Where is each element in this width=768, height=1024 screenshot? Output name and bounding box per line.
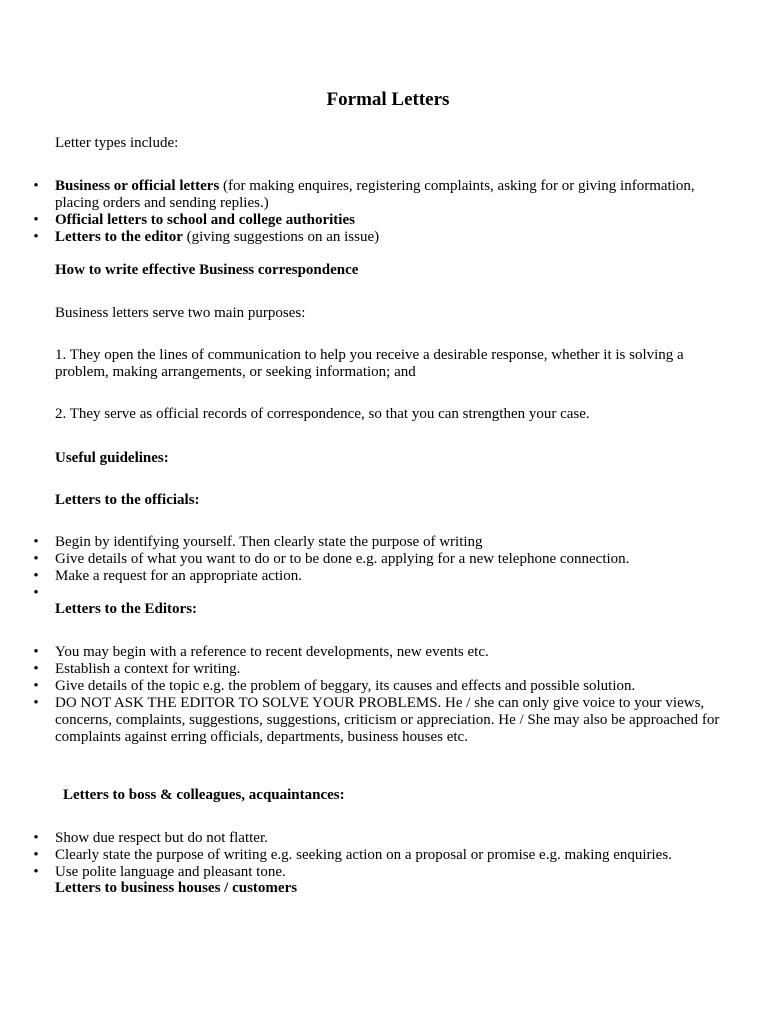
bullet-icon — [31, 678, 41, 695]
page-title: Formal Letters — [326, 89, 450, 110]
list-item — [55, 178, 735, 212]
bullet-icon — [31, 644, 41, 661]
bullet-icon — [31, 585, 41, 602]
section-heading-boss: Letters to boss & colleagues, acquaintances: — [63, 787, 345, 803]
list-item-text: Give details of the topic e.g. the problem of beggary, its causes and effects and possible solution. — [55, 678, 636, 694]
section-heading-customers: Letters to business houses / customers — [55, 880, 298, 896]
list-item-text: You may begin with a reference to recent developments, new events etc. — [55, 644, 489, 660]
list-item-text: (for making enquires, registering complaints, asking for or giving information, placing orders and sending replies.) — [55, 178, 695, 211]
list-item — [55, 568, 735, 585]
list-item-bold: Business or official letters — [55, 178, 220, 194]
officials-list — [55, 534, 735, 602]
list-item — [55, 534, 735, 551]
list-item — [55, 644, 735, 661]
list-item-text: Clearly state the purpose of writing e.g. seeking action on a proposal or promise e.g. making enquiries. — [55, 847, 672, 863]
list-item-bold: Official letters to school and college authorities — [55, 212, 355, 228]
list-item-text: Establish a context for writing. — [55, 661, 241, 677]
bullet-icon — [31, 864, 41, 881]
list-item — [55, 678, 735, 695]
bullet-icon — [31, 830, 41, 847]
list-item-bold: Letters to the editor — [55, 229, 183, 245]
list-item-text: DO NOT ASK THE EDITOR TO SOLVE YOUR PROBLEMS. He / she can only give voice to your views, concerns, complaints, suggestions, suggestions, criticism or appreciation. He / She may also be approached for complaints against erring officials, departments, business houses etc. — [55, 695, 720, 745]
list-item — [55, 864, 735, 881]
editors-list — [55, 644, 735, 746]
list-item — [55, 695, 735, 746]
list-item — [55, 585, 735, 602]
letter-types-list — [55, 178, 735, 246]
list-item — [55, 229, 735, 246]
bullet-icon — [31, 695, 41, 712]
bullet-icon — [31, 568, 41, 585]
list-item — [55, 661, 735, 678]
bullet-icon — [31, 551, 41, 568]
section-heading-editors: Letters to the Editors: — [55, 601, 198, 617]
section-heading-business: How to write effective Business correspondence — [55, 262, 359, 278]
bullet-icon — [31, 661, 41, 678]
list-item-text: Give details of what you want to do or to be done e.g. applying for a new telephone connection. — [55, 551, 630, 567]
section-heading-officials: Letters to the officials: — [55, 492, 200, 508]
list-item-text: Show due respect but do not flatter. — [55, 830, 268, 846]
list-item-text: Begin by identifying yourself. Then clearly state the purpose of writing — [55, 534, 483, 550]
boss-list — [55, 830, 735, 881]
section-heading-guidelines: Useful guidelines: — [55, 450, 169, 466]
list-item-text: (giving suggestions on an issue) — [182, 229, 380, 245]
business-intro-text: Business letters serve two main purposes: — [55, 305, 306, 321]
purpose-two-text: 2. They serve as official records of correspondence, so that you can strengthen your case. — [55, 406, 590, 422]
bullet-icon — [31, 534, 41, 551]
bullet-icon — [31, 212, 41, 229]
list-item-text: Make a request for an appropriate action. — [55, 568, 302, 584]
bullet-icon — [31, 847, 41, 864]
list-item — [55, 847, 735, 864]
bullet-icon — [31, 229, 41, 246]
intro-text: Letter types include: — [55, 135, 179, 151]
bullet-icon — [31, 178, 41, 195]
list-item — [55, 212, 735, 229]
list-item-text: Use polite language and pleasant tone. — [55, 864, 286, 880]
list-item — [55, 830, 735, 847]
purpose-one-text: 1. They open the lines of communication to help you receive a desirable response, whether it is solving a problem, making arrangements, or seeking information; and — [55, 347, 684, 380]
list-item — [55, 551, 735, 568]
